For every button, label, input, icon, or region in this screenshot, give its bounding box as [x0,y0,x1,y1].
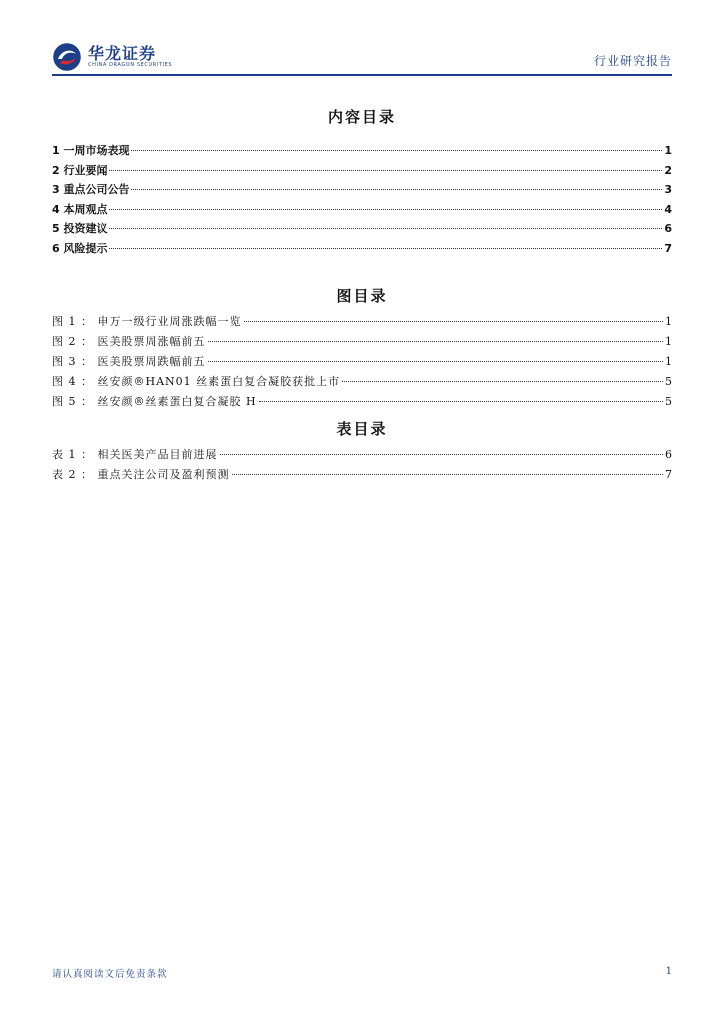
figures-title: 图目录 [336,287,388,305]
toc-entry-label: 2 行业要闻 [52,163,108,177]
table-entry[interactable] [52,446,672,466]
toc-entry-page: 3 [664,183,672,196]
figure-entry-label: 图 4 ： 丝安颜®HAN01 丝素蛋白复合凝胶获批上市 [52,375,341,388]
contents-list [52,142,672,259]
toc-entry[interactable] [52,240,672,260]
logo-name-cn: 华龙证券 [88,44,157,63]
figure-entry[interactable] [52,393,672,413]
company-logo [52,42,172,72]
logo-name-en: CHINA DRAGON SECURITIES [88,62,173,68]
toc-entry-page: 6 [664,222,672,235]
toc-entry-label: 3 重点公司公告 [52,183,130,196]
dot-leader [109,248,662,249]
toc-entry[interactable] [52,201,672,221]
header-divider [52,74,672,76]
dot-leader [131,150,662,151]
toc-entry-label: 4 本周观点 [52,202,108,216]
page-header [52,40,672,74]
figure-entry[interactable] [52,373,672,393]
contents-title: 内容目录 [327,108,396,126]
table-entry-page: 6 [665,448,672,461]
dot-leader [109,228,662,229]
dot-leader [131,189,662,190]
toc-entry-page: 2 [664,163,672,177]
table-entry-page: 7 [665,468,672,481]
dot-leader [208,341,664,342]
dot-leader [342,381,663,382]
table-entry[interactable] [52,466,672,486]
disclaimer-note: 请认真阅读文后免责条款 [52,969,168,980]
figure-entry-label: 图 2 ： 医美股票周涨幅前五 [52,335,206,348]
dot-leader [232,474,664,475]
figure-entry-page: 5 [665,375,672,388]
table-entry-label: 表 1 ： 相关医美产品目前进展 [52,448,218,461]
dot-leader [109,209,662,210]
figure-entry-label: 图 3 ： 医美股票周跌幅前五 [52,355,206,368]
figure-entry[interactable] [52,353,672,373]
tables-list [52,446,672,486]
page-number: 1 [665,966,672,977]
toc-entry-label: 1 一周市场表现 [52,144,130,157]
figure-entry-label: 图 5 ： 丝安颜®丝素蛋白复合凝胶 H [52,395,257,408]
dragon-logo-icon [52,42,82,72]
toc-entry-page: 4 [664,202,672,216]
toc-entry[interactable] [52,142,672,162]
dot-leader [244,321,664,322]
dot-leader [208,361,664,362]
toc-entry[interactable] [52,220,672,240]
figure-entry-page: 1 [665,355,672,368]
toc-entry-label: 5 投资建议 [52,222,108,235]
toc-entry-label: 6 风险提示 [52,241,108,255]
tables-title: 表目录 [336,420,388,438]
figures-list [52,313,672,413]
toc-entry-page: 1 [664,144,672,157]
report-type-label: 行业研究报告 [593,54,672,68]
figure-entry[interactable] [52,333,672,353]
figure-entry[interactable] [52,313,672,333]
toc-entry[interactable] [52,181,672,201]
figure-entry-page: 1 [665,335,672,348]
dot-leader [109,170,662,171]
figure-entry-label: 图 1 ： 申万一级行业周涨跌幅一览 [52,315,242,328]
figure-entry-page: 5 [665,395,672,408]
figure-entry-page: 1 [665,315,672,328]
dot-leader [259,401,663,402]
toc-entry[interactable] [52,162,672,182]
dot-leader [220,454,664,455]
table-entry-label: 表 2 ： 重点关注公司及盈利预测 [52,468,230,481]
toc-entry-page: 7 [664,241,672,255]
